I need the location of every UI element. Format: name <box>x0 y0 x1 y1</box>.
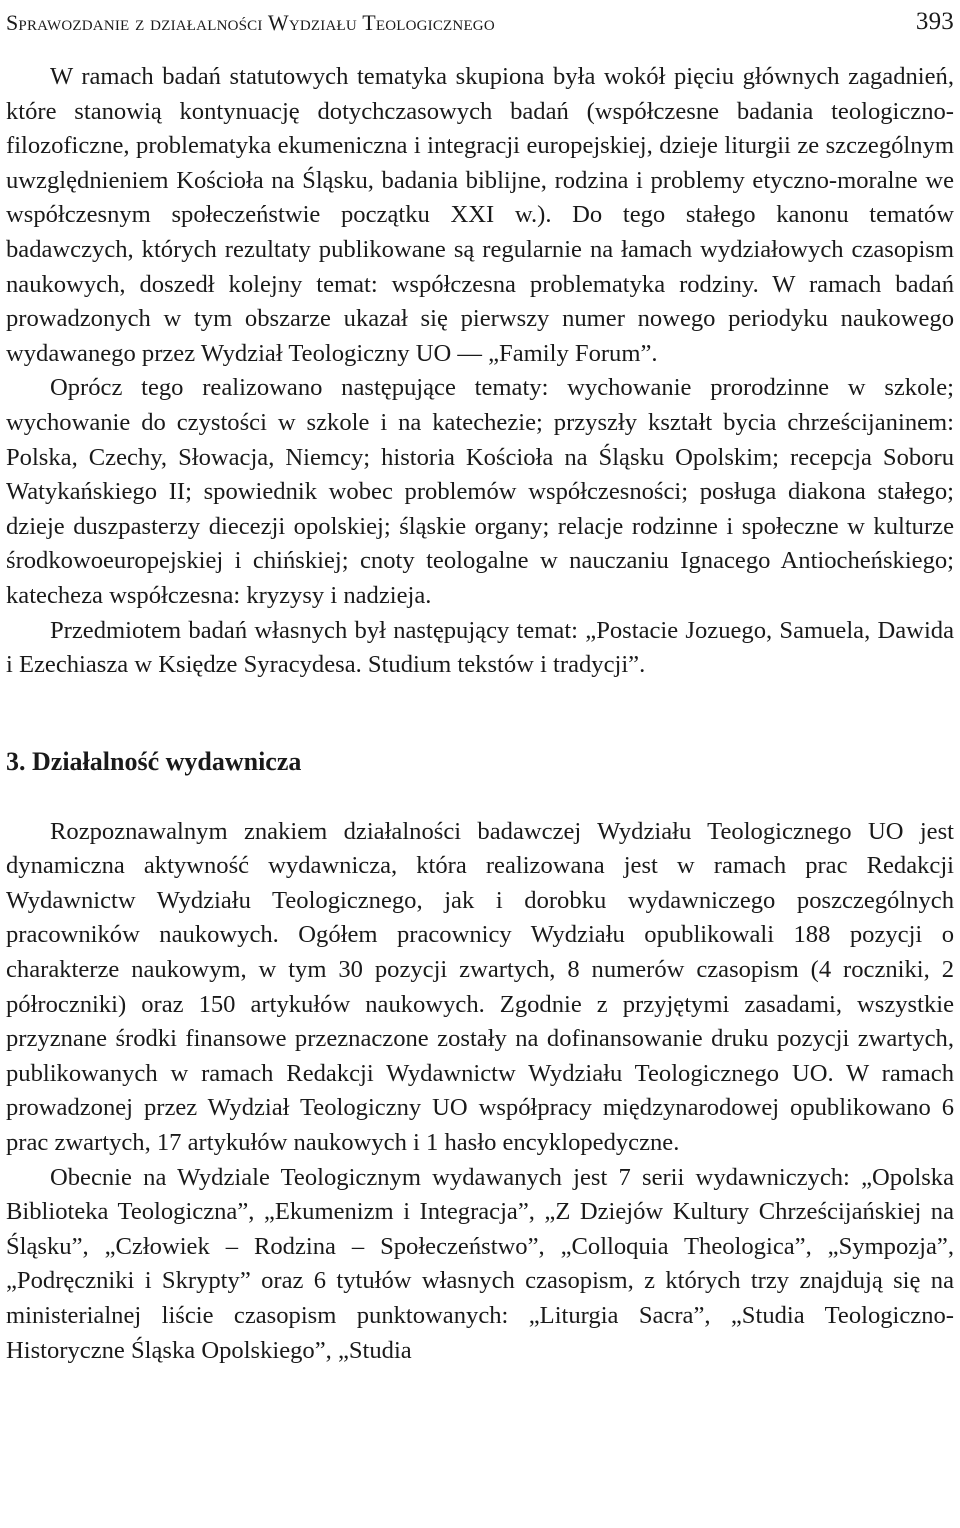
paragraph-own-research: Przedmiotem badań własnych był następujący temat: „Postacie Jozuego, Samuela, Dawida i Ezechiasza w Księdze Syracydesa. Studium tekstów i tradycji”. <box>6 616 954 679</box>
paragraph-publishing-activity: Rozpoznawalnym znakiem działalności badawczej Wydziału Teologicznego UO jest dynamiczna aktywność wydawnicza, która realizowana jest w ramach prac Redakcji Wydawnictw Wydziału Teologicznego, jak i dorobku wydawniczego poszczególnych pracowników naukowych. Ogółem pracownicy Wydziału opublikowali 188 pozycji o charakterze naukowym, w tym 30 pozycji zwartych, 8 numerów czasopism (4 roczniki, 2 półroczniki) oraz 150 artykułów naukowych. Zgodnie z przyjętymi zasadami, wszystkie przyznane środki finansowe przeznaczone zostały na dofinansowanie druku pozycji zwartych, publikowanych w ramach Redakcji Wydawnictw Wydziału Teologicznego UO. W ramach prowadzonej przez Wydział Teologiczny UO współpracy międzynarodowej opublikowano 6 prac zwartych, 17 artykułów naukowych i 1 hasło encyklopedyczne. <box>6 817 954 1157</box>
document-page <box>6 0 954 1368</box>
paragraph-other-topics: Oprócz tego realizowano następujące tematy: wychowanie prorodzinne w szkole; wychowanie do czystości w szkole i na katechezie; przyszły kształt bycia chrześcijaninem: Polska, Czechy, Słowacja, Niemcy; historia Kościoła na Śląsku Opolskim; recepcja Soboru Watykańskiego II; spowiednik wobec problemów współczesności; posługa diakona stałego; dzieje duszpasterzy diecezji opolskiej; śląskie organy; relacje rodzinne i społeczne w kulturze środkowoeuropejskiej i chińskiej; cnoty teologalne w nauczaniu Ignacego Antiocheńskiego; katecheza współczesna: kryzysy i nadzieja. <box>6 374 954 609</box>
running-head-title: Sprawozdanie z działalności Wydziału Teologicznego <box>6 10 495 35</box>
paragraph-statutory-research: W ramach badań statutowych tematyka skupiona była wokół pięciu głównych zagadnień, które stanowią kontynuację dotychczasowych badań (współczesne badania teologiczno-filozoficzne, problematyka ekumeniczna i integracji europejskiej, dzieje liturgii ze szczególnym uwzględnieniem Kościoła na Śląsku, badania biblijne, rodzina i problemy etyczno-moralne we współczesnym społeczeństwie początku XXI w.). Do tego stałego kanonu tematów badawczych, których rezultaty publikowane są regularnie na łamach wydziałowych czasopism naukowych, doszedł kolejny temat: współczesna problematyka rodziny. W ramach badań prowadzonych w tym obszarze ukazał się pierwszy numer nowego periodyku naukowego wydawanego przez Wydział Teologiczny UO — „Family Forum”. <box>6 63 954 367</box>
paragraph-publishing-series: Obecnie na Wydziale Teologicznym wydawanych jest 7 serii wydawniczych: „Opolska Biblioteka Teologiczna”, „Ekumenizm i Integracja”, „Z Dziejów Kultury Chrześcijańskiej na Śląsku”, „Człowiek – Rodzina – Społeczeństwo”, „Colloquia Theologica”, „Sympozja”, „Podręczniki i Skrypty” oraz 6 tytułów własnych czasopism, z których trzy znajdują się na ministerialnej liście czasopism punktowanych: „Liturgia Sacra”, „Studia Teologiczno-Historyczne Śląska Opolskiego”, „Studia <box>6 1163 954 1364</box>
body-text <box>6 60 954 683</box>
running-header <box>6 2 954 36</box>
page-number: 393 <box>915 8 954 35</box>
section-body-text <box>6 815 954 1369</box>
section-heading: 3. Działalność wydawnicza <box>6 746 302 776</box>
